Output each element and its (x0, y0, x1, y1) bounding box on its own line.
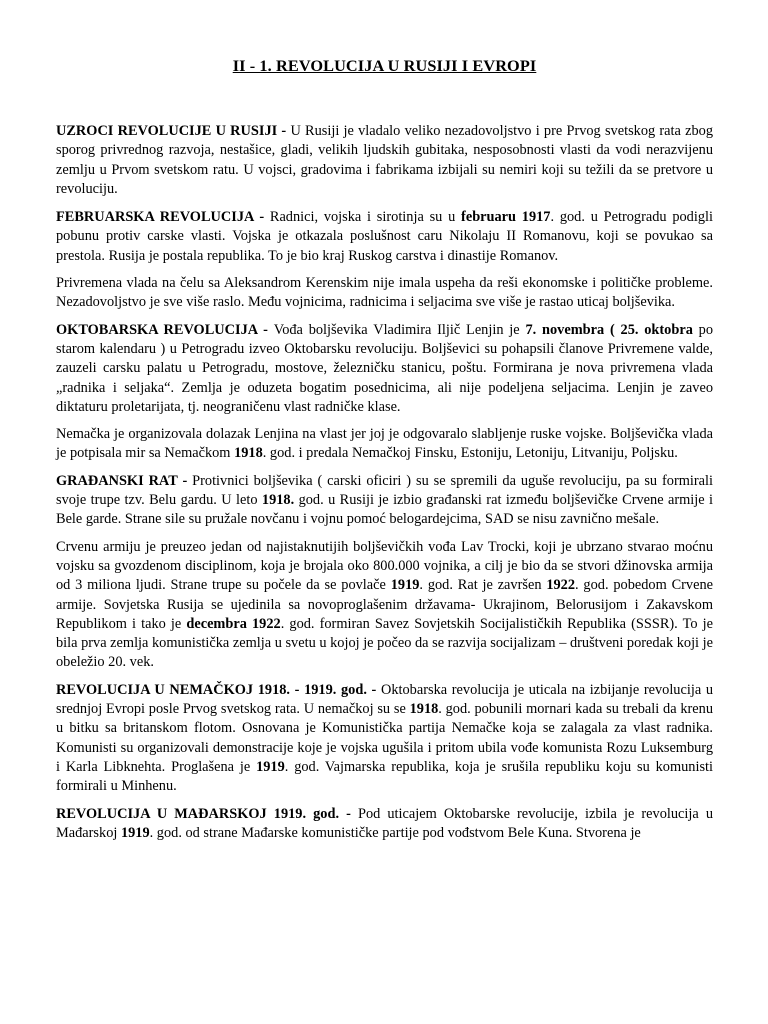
paragraph-text: . god. Rat je završen (419, 577, 547, 594)
section-heading: UZROCI REVOLUCIJE U RUSIJI - (56, 123, 291, 139)
page-title: II - 1. REVOLUCIJA U RUSIJI I EVROPI (232, 56, 537, 75)
paragraph-oktobarska (56, 321, 713, 417)
paragraph-text: . god. formiran Savez Sovjetskih Socijalističkih Republika (SSSR). To je bila prva zemlja komunistička zemlja u svetu u kojoj je počeo da se razvija socijalizam – društveni poredak koji je obeležio 20. vek. (56, 615, 713, 671)
paragraph-text: Nemačka je organizovala dolazak Lenjina na vlast jer joj je odgovaralo slabljenje ruske vojske. Boljševička vlada je potpisala mir sa Nemačkom (56, 426, 713, 462)
paragraph-gradjanski-rat (56, 472, 713, 530)
paragraph-text: Radnici, vojska i sirotinja su u (269, 209, 462, 226)
bold-date: 1918. (261, 492, 295, 509)
section-heading: GRAĐANSKI RAT - (56, 472, 193, 489)
bold-date: 1918 (409, 701, 439, 718)
paragraph-text: Oktobarska revolucija je uticala na izbijanje revolucija u srednjoj Evropi posle Prvog svetskog rata. U nemačkoj su se (56, 681, 714, 718)
paragraph-text: Crvenu armiju je preuzeo jedan od najistaknutijih boljševičkih vođa Lav Trocki, koji je ubrzano stvarao moćnu vojsku sa gvozdenom disciplinom, koja je brojala oko 800.000 vojnika, a cilj je bio da se stvori džinovska armija od 3 miliona ljudi. Strane trupe su počele da se povlače (56, 538, 713, 594)
paragraph-text: . god. od strane Mađarske komunističke partije pod vođstvom Bele Kuna. Stvorena je (149, 824, 641, 841)
paragraph-text: god. u Rusiji je izbio građanski rat između boljševičke Crvene armije i Bele garde. Strane sile su pružale novčanu i vojnu pomoć belogardejcima, SAD se nisu zavnično mešale. (56, 492, 713, 528)
paragraph-text: . god. i predala Nemačkoj Finsku, Estoniju, Letoniju, Litvaniju, Poljsku. (262, 445, 678, 462)
bold-date: 1919 (390, 577, 420, 594)
paragraph-crvena-armija (56, 538, 713, 673)
paragraph-nemacka-lenjin (56, 425, 713, 464)
bold-date: februaru 1917 (461, 209, 551, 226)
paragraph-februarska (56, 208, 713, 266)
paragraph-text: Pod uticajem Oktobarske revolucije, izbila je revolucija u Mađarskoj (56, 805, 713, 841)
paragraph-text: . god. Vajmarska republika, koja je srušila republiku koju su komunisti formirali u Minhenu. (56, 758, 714, 795)
paragraph-text: po starom kalendaru ) u Petrogradu izveo Oktobarsku revoluciju. Boljševici su pohapsili članove Privremene valde, zauzeli carsku palatu u Petrogradu, mostove, železničku stanicu, poštu. Formirana je nova privremena vlada „radnika i seljaka“. Zemlja je oduzeta bogatim posednicima, ali nije podeljena seljacima. Lenjin je zaveo diktaturu proletarijata, tj. neograničenu vlast radničke klase. (56, 321, 714, 415)
paragraph-uzroci (56, 122, 713, 199)
bold-date: 1922 (546, 577, 576, 594)
section-heading: REVOLUCIJA U NEMAČKOJ 1918. - 1919. god. - (56, 681, 381, 698)
bold-date: 1918 (234, 445, 263, 462)
bold-date: decembra 1922 (186, 615, 281, 632)
section-heading: OKTOBARSKA REVOLUCIJA - (56, 321, 274, 338)
paragraph-text: Vođa boljševika Vladimira Iljič Lenjin je (273, 321, 526, 338)
paragraph-text: U Rusiji je vladalo veliko nezadovoljstvo i pre Prvog svetskog rata zbog sporog privrednog razvoja, nestašice, gladi, velikih ljudskih gubitaka, nesposobnosti vlasti da vodi nerazvijenu zemlju u Prvom svetskom ratu. U vojsci, gradovima i fabrikama izbijali su nemiri koji su težili da se pretvore u revoluciju. (56, 123, 713, 197)
bold-date: 7. novembra ( 25. oktobra (525, 321, 693, 338)
paragraph-revolucija-madjarska (56, 805, 713, 844)
paragraph-text: . god. pobunili mornari kada su trebali da krenu u bitku sa britanskom flotom. Osnovana je Komunistička partija Nemačke koja se zalagala za vlast radnika. Komunisti su organizovali demonstracije koje je vojska ugušila i pritom ubila vođe komunista Rozu Luksemburg i Karla Libknehta. Proglašena je (56, 701, 713, 775)
paragraph-text: Protivnici boljševika ( carski oficiri ) su se spremili da uguše revoluciju, pa su formirali svoje trupe tzv. Belu gardu. U leto (56, 472, 713, 509)
paragraph-revolucija-nemacka (56, 681, 713, 797)
paragraph-text: Privremena vlada na čelu sa Aleksandrom Kerenskim nije imala uspeha da reši ekonomske i političke probleme. Nezadovoljstvo je sve više raslo. Među vojnicima, radnicima i seljacima sve više je rastao uticaj boljševika. (56, 275, 713, 311)
section-heading: FEBRUARSKA REVOLUCIJA - (56, 209, 270, 226)
bold-date: 1919 (120, 824, 150, 841)
section-heading: REVOLUCIJA U MAĐARSKOJ 1919. god. - (56, 805, 358, 822)
paragraph-privremena-vlada (56, 274, 713, 313)
bold-date: 1919 (256, 758, 285, 775)
paragraph-text: . god. u Petrogradu podigli pobunu protiv carske vlasti. Vojska je otkazala poslušnost caru Nikolaju II Romanovu, koji se povukao sa prestola. Rusija je postala republika. To je bio kraj Ruskog carstva i dinastije Romanov. (56, 209, 713, 264)
paragraph-text: . god. pobedom Crvene armije. Sovjetska Rusija se ujedinila sa novoproglašenim državama- Ukrajinom, Belorusijom i Zakavskom Republikom i tako je (56, 577, 713, 632)
